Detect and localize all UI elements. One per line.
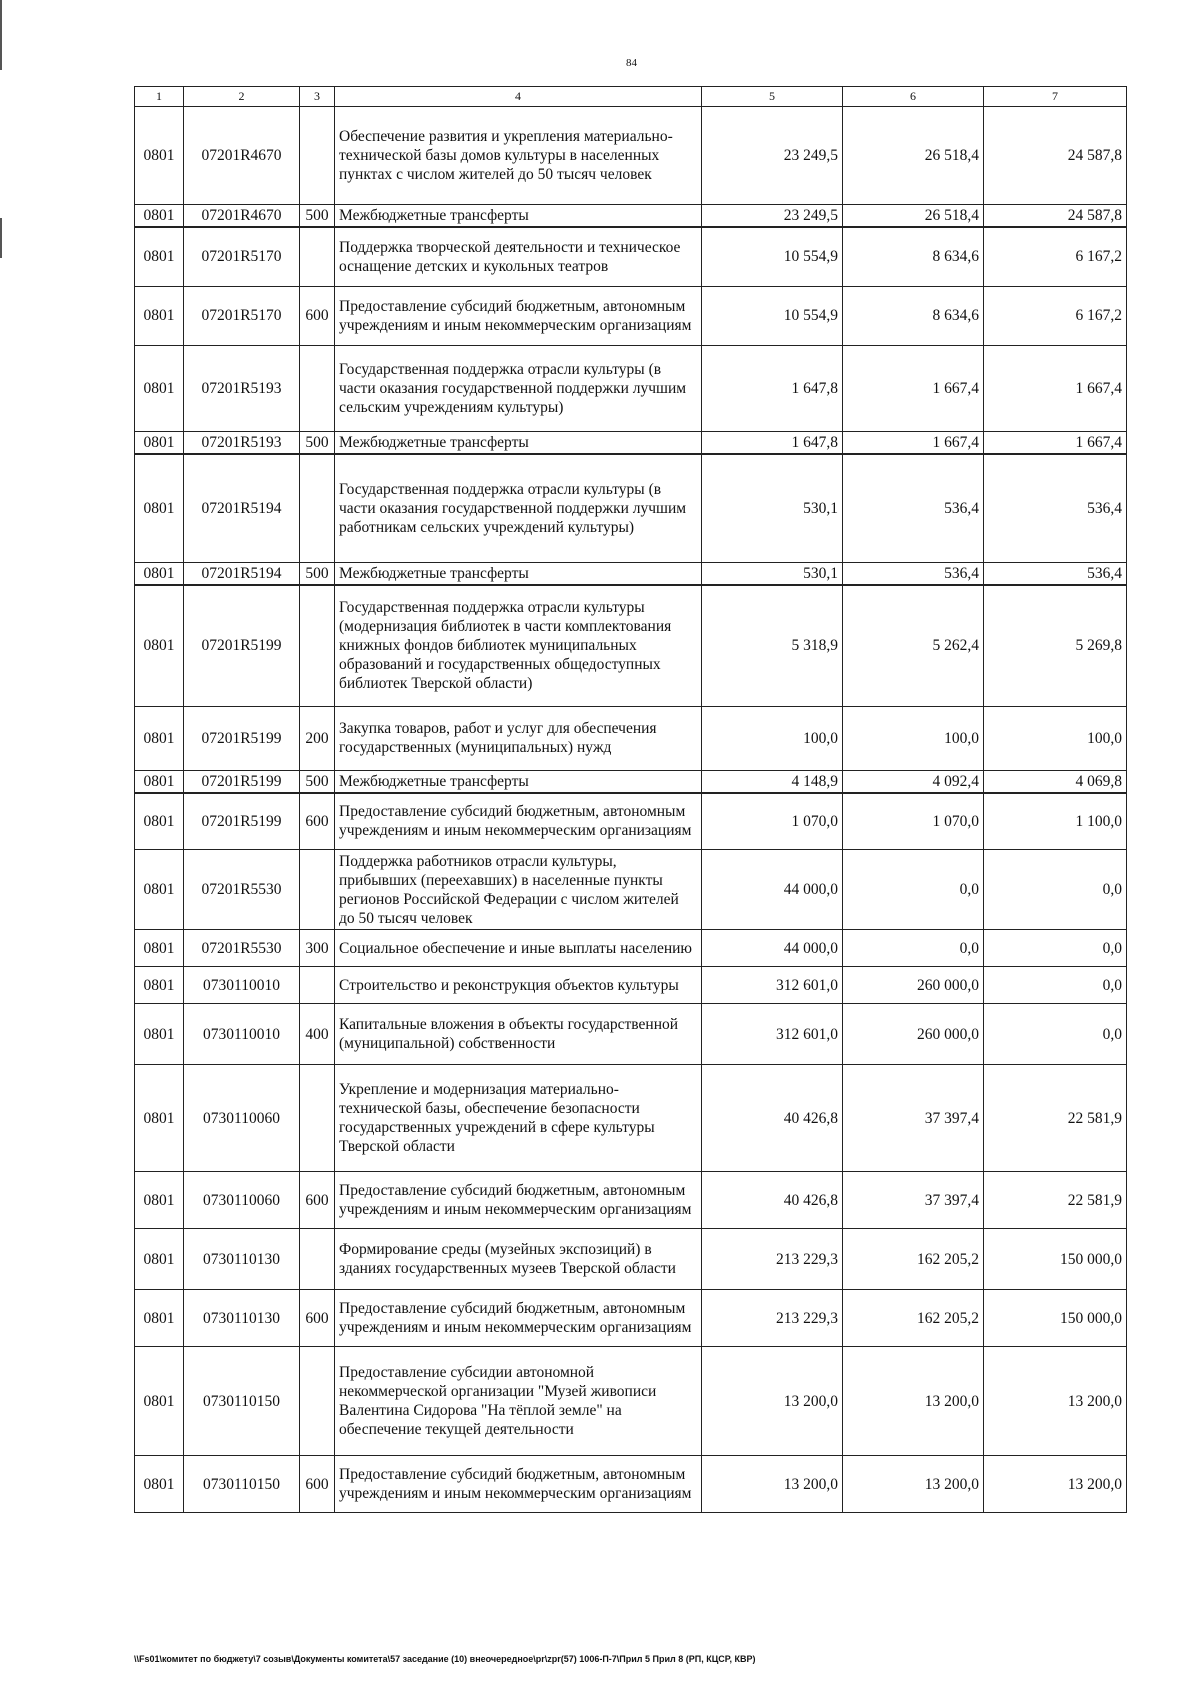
amount-column-7-cell: 0,0 <box>984 850 1127 930</box>
item-name-cell: Формирование среды (музейных экспозиций) в зданиях государственных музеев Тверской области <box>335 1229 702 1290</box>
amount-column-5-cell: 1 070,0 <box>702 793 843 850</box>
target-article-code-cell: 07201R5194 <box>184 454 300 563</box>
amount-column-5-cell: 44 000,0 <box>702 930 843 967</box>
amount-column-6-cell: 26 518,4 <box>843 107 984 205</box>
target-article-code-cell: 0730110060 <box>184 1172 300 1229</box>
amount-column-5-cell: 213 229,3 <box>702 1290 843 1347</box>
section-code-cell: 0801 <box>135 585 184 706</box>
table-row <box>135 1004 1127 1065</box>
amount-column-5-cell: 40 426,8 <box>702 1065 843 1172</box>
amount-column-6-cell: 1 667,4 <box>843 345 984 431</box>
expense-type-code-cell <box>300 345 335 431</box>
item-name-cell: Социальное обеспечение и иные выплаты населению <box>335 930 702 967</box>
amount-column-7-cell: 22 581,9 <box>984 1172 1127 1229</box>
item-name-cell: Обеспечение развития и укрепления материально-технической базы домов культуры в населенных пунктах с числом жителей до 50 тысяч человек <box>335 107 702 205</box>
target-article-code-cell: 07201R5199 <box>184 706 300 770</box>
amount-column-7-cell: 150 000,0 <box>984 1290 1127 1347</box>
scan-edge-mark <box>0 218 2 258</box>
amount-column-6-cell: 37 397,4 <box>843 1172 984 1229</box>
target-article-code-cell: 0730110010 <box>184 1004 300 1065</box>
table-row <box>135 585 1127 706</box>
amount-column-7-cell: 0,0 <box>984 930 1127 967</box>
item-name-cell: Поддержка работников отрасли культуры, прибывших (переехавших) в населенные пункты регионов Российской Федерации с числом жителей до 50 тысяч человек <box>335 850 702 930</box>
amount-column-5-cell: 23 249,5 <box>702 107 843 205</box>
amount-column-6-cell: 13 200,0 <box>843 1347 984 1456</box>
item-name-cell: Капитальные вложения в объекты государственной (муниципальной) собственности <box>335 1004 702 1065</box>
amount-column-6-cell: 26 518,4 <box>843 205 984 228</box>
amount-column-7-cell: 24 587,8 <box>984 107 1127 205</box>
section-code-cell: 0801 <box>135 1004 184 1065</box>
table-row <box>135 227 1127 286</box>
amount-column-6-cell: 536,4 <box>843 454 984 563</box>
table-row <box>135 930 1127 967</box>
item-name-cell: Предоставление субсидий бюджетным, автономным учреждениям и иным некоммерческим организациям <box>335 1172 702 1229</box>
expense-type-code-cell: 400 <box>300 1004 335 1065</box>
column-header: 4 <box>335 87 702 107</box>
amount-column-7-cell: 24 587,8 <box>984 205 1127 228</box>
section-code-cell: 0801 <box>135 850 184 930</box>
target-article-code-cell: 0730110060 <box>184 1065 300 1172</box>
expense-type-code-cell: 200 <box>300 706 335 770</box>
amount-column-5-cell: 312 601,0 <box>702 967 843 1004</box>
amount-column-6-cell: 100,0 <box>843 706 984 770</box>
amount-column-6-cell: 162 205,2 <box>843 1290 984 1347</box>
table-row <box>135 563 1127 586</box>
section-code-cell: 0801 <box>135 1290 184 1347</box>
section-code-cell: 0801 <box>135 454 184 563</box>
amount-column-5-cell: 5 318,9 <box>702 585 843 706</box>
target-article-code-cell: 07201R5170 <box>184 286 300 345</box>
amount-column-5-cell: 100,0 <box>702 706 843 770</box>
item-name-cell: Государственная поддержка отрасли культуры (в части оказания государственной поддержки лучшим сельским учреждениям культуры) <box>335 345 702 431</box>
target-article-code-cell: 07201R5193 <box>184 431 300 454</box>
section-code-cell: 0801 <box>135 286 184 345</box>
amount-column-7-cell: 22 581,9 <box>984 1065 1127 1172</box>
file-path-footer: \\Fs01\комитет по бюджету\7 созыв\Документы комитета\57 заседание (10) внеочередное\pr\zpr(57) 1006-П-7\Прил 5 Прил 8 (РП, КЦСР, КВР) <box>134 1654 756 1664</box>
item-name-cell: Укрепление и модернизация материально-технической базы, обеспечение безопасности государственных учреждений в сфере культуры Тверской области <box>335 1065 702 1172</box>
amount-column-7-cell: 150 000,0 <box>984 1229 1127 1290</box>
table-row <box>135 793 1127 850</box>
target-article-code-cell: 07201R5199 <box>184 770 300 793</box>
amount-column-5-cell: 44 000,0 <box>702 850 843 930</box>
section-code-cell: 0801 <box>135 1172 184 1229</box>
table-row <box>135 286 1127 345</box>
target-article-code-cell: 07201R5530 <box>184 850 300 930</box>
amount-column-5-cell: 10 554,9 <box>702 286 843 345</box>
expense-type-code-cell <box>300 1347 335 1456</box>
expense-type-code-cell: 600 <box>300 1290 335 1347</box>
amount-column-7-cell: 13 200,0 <box>984 1347 1127 1456</box>
item-name-cell: Закупка товаров, работ и услуг для обеспечения государственных (муниципальных) нужд <box>335 706 702 770</box>
table-row <box>135 1290 1127 1347</box>
amount-column-6-cell: 37 397,4 <box>843 1065 984 1172</box>
section-code-cell: 0801 <box>135 431 184 454</box>
table-row <box>135 770 1127 793</box>
amount-column-6-cell: 8 634,6 <box>843 286 984 345</box>
section-code-cell: 0801 <box>135 793 184 850</box>
column-header: 3 <box>300 87 335 107</box>
table-row <box>135 1172 1127 1229</box>
item-name-cell: Государственная поддержка отрасли культуры (модернизация библиотек в части комплектования книжных фондов библиотек муниципальных образований и государственных общедоступных библиотек Тверской области) <box>335 585 702 706</box>
expense-type-code-cell: 600 <box>300 1456 335 1513</box>
table-body <box>135 107 1127 1513</box>
target-article-code-cell: 07201R5199 <box>184 585 300 706</box>
budget-table <box>134 86 1127 1513</box>
expense-type-code-cell <box>300 1065 335 1172</box>
amount-column-6-cell: 13 200,0 <box>843 1456 984 1513</box>
page-number: 84 <box>626 57 637 69</box>
table-row <box>135 454 1127 563</box>
amount-column-7-cell: 0,0 <box>984 1004 1127 1065</box>
item-name-cell: Государственная поддержка отрасли культуры (в части оказания государственной поддержки лучшим работникам сельских учреждений культуры) <box>335 454 702 563</box>
section-code-cell: 0801 <box>135 770 184 793</box>
amount-column-5-cell: 213 229,3 <box>702 1229 843 1290</box>
expense-type-code-cell <box>300 107 335 205</box>
amount-column-6-cell: 536,4 <box>843 563 984 586</box>
item-name-cell: Предоставление субсидий бюджетным, автономным учреждениям и иным некоммерческим организациям <box>335 1290 702 1347</box>
amount-column-6-cell: 5 262,4 <box>843 585 984 706</box>
target-article-code-cell: 0730110150 <box>184 1347 300 1456</box>
expense-type-code-cell: 500 <box>300 770 335 793</box>
amount-column-6-cell: 0,0 <box>843 930 984 967</box>
table-row <box>135 431 1127 454</box>
amount-column-5-cell: 1 647,8 <box>702 431 843 454</box>
amount-column-5-cell: 10 554,9 <box>702 227 843 286</box>
table-row <box>135 1347 1127 1456</box>
amount-column-6-cell: 1 667,4 <box>843 431 984 454</box>
section-code-cell: 0801 <box>135 345 184 431</box>
item-name-cell: Межбюджетные трансферты <box>335 431 702 454</box>
amount-column-7-cell: 6 167,2 <box>984 286 1127 345</box>
expense-type-code-cell: 500 <box>300 205 335 228</box>
table-row <box>135 107 1127 205</box>
item-name-cell: Межбюджетные трансферты <box>335 563 702 586</box>
table-row <box>135 1229 1127 1290</box>
section-code-cell: 0801 <box>135 930 184 967</box>
expense-type-code-cell: 500 <box>300 563 335 586</box>
item-name-cell: Межбюджетные трансферты <box>335 770 702 793</box>
section-code-cell: 0801 <box>135 1456 184 1513</box>
target-article-code-cell: 07201R4670 <box>184 205 300 228</box>
amount-column-5-cell: 13 200,0 <box>702 1347 843 1456</box>
column-header: 6 <box>843 87 984 107</box>
expense-type-code-cell <box>300 585 335 706</box>
target-article-code-cell: 07201R5193 <box>184 345 300 431</box>
target-article-code-cell: 07201R5530 <box>184 930 300 967</box>
expense-type-code-cell <box>300 227 335 286</box>
target-article-code-cell: 07201R4670 <box>184 107 300 205</box>
table-row <box>135 706 1127 770</box>
target-article-code-cell: 0730110130 <box>184 1290 300 1347</box>
amount-column-7-cell: 5 269,8 <box>984 585 1127 706</box>
column-header: 2 <box>184 87 300 107</box>
column-header: 5 <box>702 87 843 107</box>
amount-column-7-cell: 100,0 <box>984 706 1127 770</box>
target-article-code-cell: 07201R5170 <box>184 227 300 286</box>
amount-column-5-cell: 13 200,0 <box>702 1456 843 1513</box>
table-row <box>135 205 1127 228</box>
amount-column-6-cell: 0,0 <box>843 850 984 930</box>
amount-column-7-cell: 6 167,2 <box>984 227 1127 286</box>
target-article-code-cell: 0730110130 <box>184 1229 300 1290</box>
amount-column-5-cell: 23 249,5 <box>702 205 843 228</box>
section-code-cell: 0801 <box>135 1347 184 1456</box>
expense-type-code-cell: 300 <box>300 930 335 967</box>
expense-type-code-cell: 600 <box>300 793 335 850</box>
section-code-cell: 0801 <box>135 107 184 205</box>
expense-type-code-cell: 600 <box>300 286 335 345</box>
table-row <box>135 345 1127 431</box>
item-name-cell: Строительство и реконструкция объектов культуры <box>335 967 702 1004</box>
target-article-code-cell: 0730110150 <box>184 1456 300 1513</box>
target-article-code-cell: 0730110010 <box>184 967 300 1004</box>
amount-column-6-cell: 8 634,6 <box>843 227 984 286</box>
amount-column-7-cell: 13 200,0 <box>984 1456 1127 1513</box>
column-header: 1 <box>135 87 184 107</box>
expense-type-code-cell <box>300 850 335 930</box>
item-name-cell: Предоставление субсидий бюджетным, автономным учреждениям и иным некоммерческим организациям <box>335 286 702 345</box>
amount-column-5-cell: 530,1 <box>702 454 843 563</box>
section-code-cell: 0801 <box>135 1229 184 1290</box>
target-article-code-cell: 07201R5199 <box>184 793 300 850</box>
item-name-cell: Межбюджетные трансферты <box>335 205 702 228</box>
table-row <box>135 850 1127 930</box>
item-name-cell: Предоставление субсидий бюджетным, автономным учреждениям и иным некоммерческим организациям <box>335 793 702 850</box>
section-code-cell: 0801 <box>135 227 184 286</box>
amount-column-6-cell: 1 070,0 <box>843 793 984 850</box>
expense-type-code-cell: 500 <box>300 431 335 454</box>
amount-column-5-cell: 312 601,0 <box>702 1004 843 1065</box>
amount-column-7-cell: 0,0 <box>984 967 1127 1004</box>
target-article-code-cell: 07201R5194 <box>184 563 300 586</box>
amount-column-6-cell: 260 000,0 <box>843 967 984 1004</box>
amount-column-5-cell: 1 647,8 <box>702 345 843 431</box>
amount-column-7-cell: 536,4 <box>984 563 1127 586</box>
amount-column-7-cell: 536,4 <box>984 454 1127 563</box>
table-row <box>135 967 1127 1004</box>
expense-type-code-cell <box>300 967 335 1004</box>
section-code-cell: 0801 <box>135 706 184 770</box>
amount-column-5-cell: 40 426,8 <box>702 1172 843 1229</box>
item-name-cell: Поддержка творческой деятельности и техническое оснащение детских и кукольных театров <box>335 227 702 286</box>
table-row <box>135 1456 1127 1513</box>
column-header: 7 <box>984 87 1127 107</box>
amount-column-7-cell: 1 667,4 <box>984 431 1127 454</box>
amount-column-5-cell: 530,1 <box>702 563 843 586</box>
column-number-row <box>135 87 1127 107</box>
section-code-cell: 0801 <box>135 205 184 228</box>
expense-type-code-cell: 600 <box>300 1172 335 1229</box>
item-name-cell: Предоставление субсидий бюджетным, автономным учреждениям и иным некоммерческим организациям <box>335 1456 702 1513</box>
expense-type-code-cell <box>300 1229 335 1290</box>
table-row <box>135 1065 1127 1172</box>
section-code-cell: 0801 <box>135 563 184 586</box>
amount-column-7-cell: 1 667,4 <box>984 345 1127 431</box>
amount-column-5-cell: 4 148,9 <box>702 770 843 793</box>
amount-column-7-cell: 4 069,8 <box>984 770 1127 793</box>
amount-column-6-cell: 162 205,2 <box>843 1229 984 1290</box>
item-name-cell: Предоставление субсидии автономной некоммерческой организации "Музей живописи Валентина Сидорова "На тёплой земле" на обеспечение текущей деятельности <box>335 1347 702 1456</box>
amount-column-7-cell: 1 100,0 <box>984 793 1127 850</box>
expense-type-code-cell <box>300 454 335 563</box>
amount-column-6-cell: 4 092,4 <box>843 770 984 793</box>
section-code-cell: 0801 <box>135 967 184 1004</box>
amount-column-6-cell: 260 000,0 <box>843 1004 984 1065</box>
section-code-cell: 0801 <box>135 1065 184 1172</box>
